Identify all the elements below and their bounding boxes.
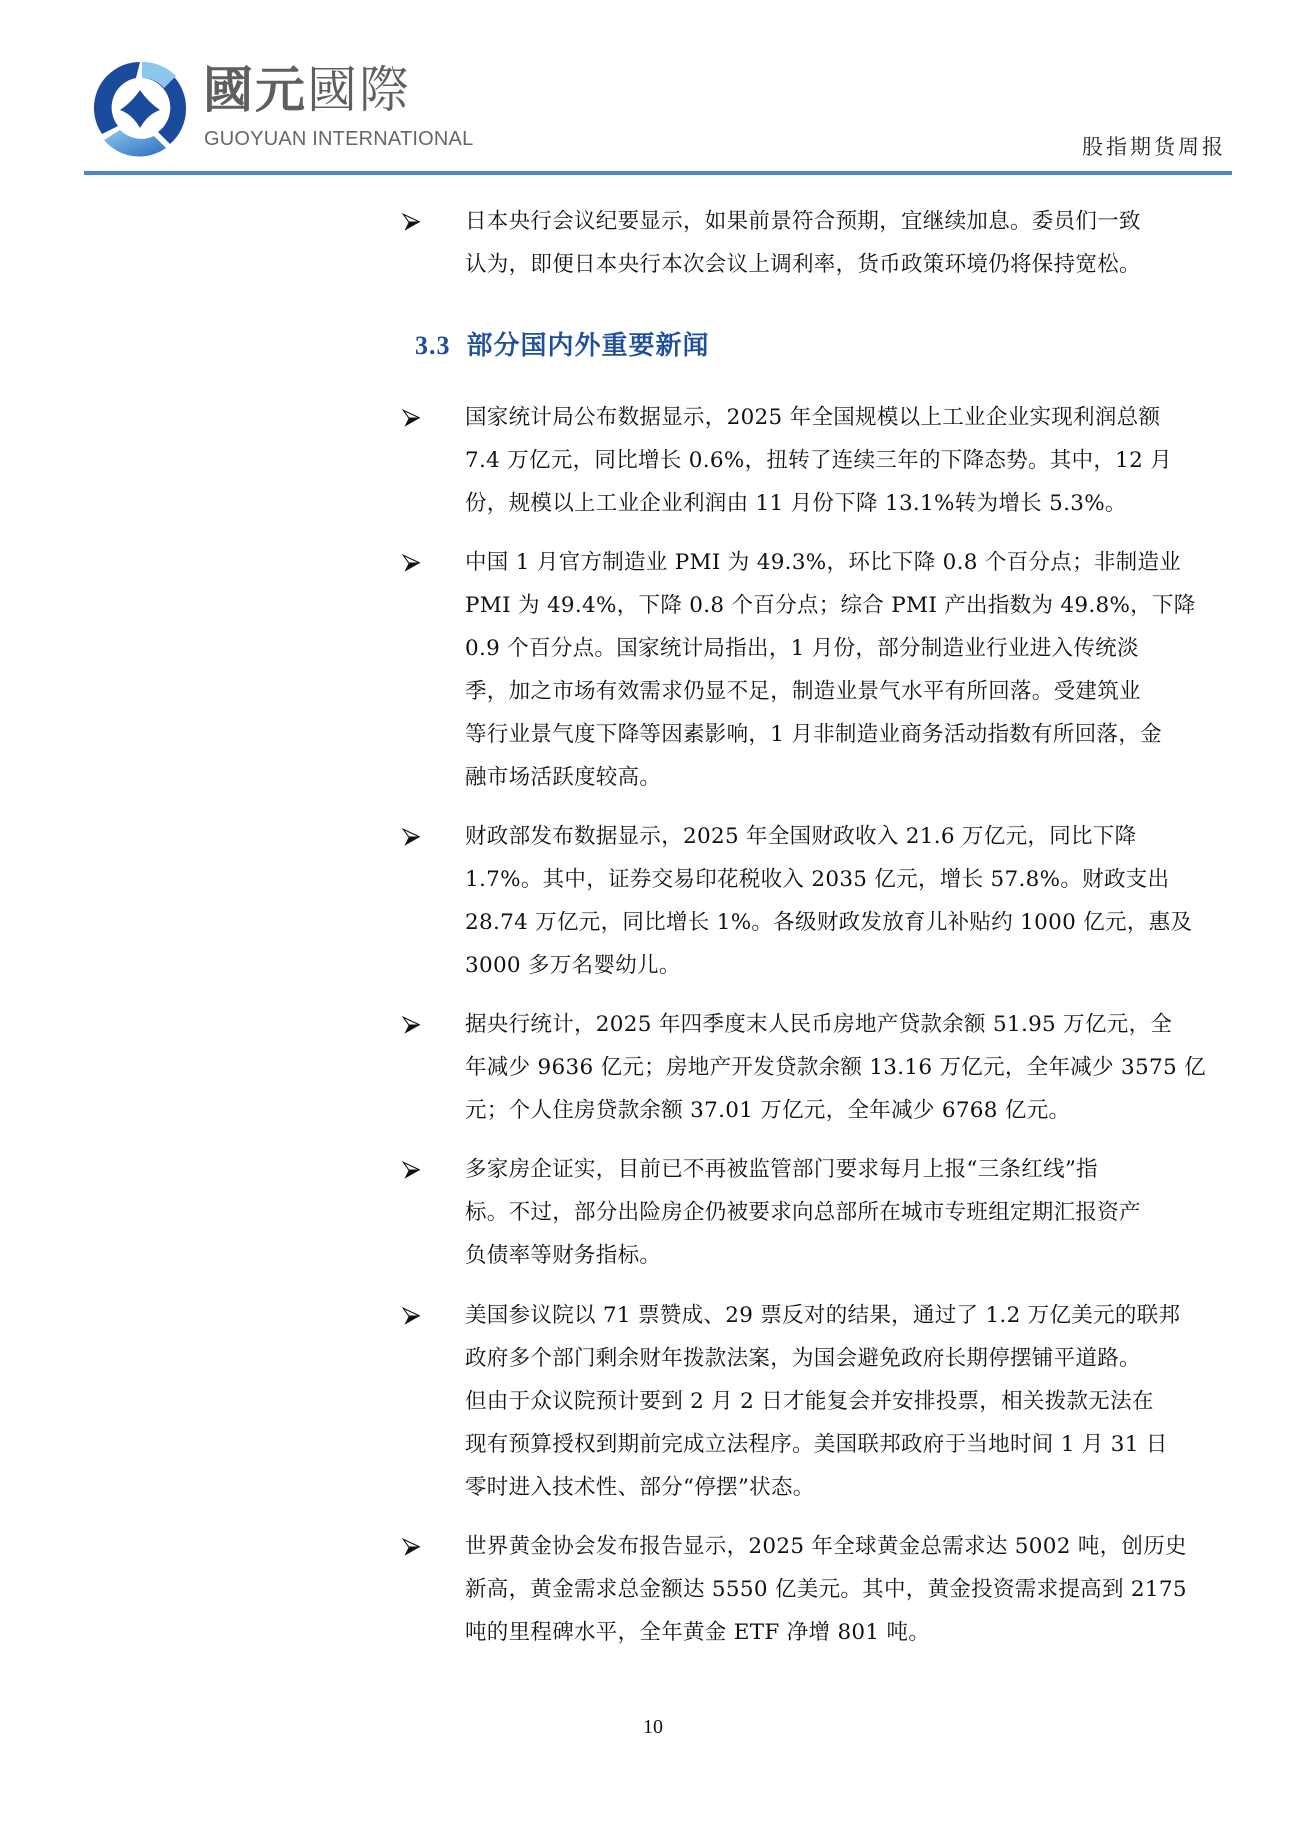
paragraph-lines xyxy=(465,815,1245,987)
paragraph-lines xyxy=(465,1525,1245,1654)
page-number: 10 xyxy=(643,1716,663,1738)
report-title: 股指期货周报 xyxy=(1082,135,1226,159)
logo-cn-bold: 國元 xyxy=(203,61,307,119)
text-line: 3000 多万名婴幼儿。 xyxy=(465,953,681,978)
text-line: 份，规模以上工业企业利润由 11 月份下降 13.1%转为增长 5.3%。 xyxy=(465,491,1127,516)
text-line: 多家房企证实，目前已不再被监管部门要求每月上报“三条红线”指 xyxy=(465,1157,1098,1182)
text-line: 但由于众议院预计要到 2 月 2 日才能复会并安排投票，相关拨款无法在 xyxy=(465,1389,1154,1414)
text-line: 现有预算授权到期前完成立法程序。美国联邦政府于当地时间 1 月 31 日 xyxy=(465,1432,1168,1457)
text-line: 日本央行会议纪要显示，如果前景符合预期，宜继续加息。委员们一致 xyxy=(465,209,1141,234)
arrowhead-bullet-icon xyxy=(400,211,422,233)
text-line: PMI 为 49.4%，下降 0.8 个百分点；综合 PMI 产出指数为 49.8%，下降 xyxy=(465,593,1196,618)
text-line: 据央行统计，2025 年四季度末人民币房地产贷款余额 51.95 万亿元，全 xyxy=(465,1012,1173,1037)
text-line: 世界黄金协会发布报告显示，2025 年全球黄金总需求达 5002 吨，创历史 xyxy=(465,1534,1187,1559)
logo-english-name: GUOYUAN INTERNATIONAL xyxy=(204,128,474,150)
logo-chinese-name xyxy=(203,60,411,120)
paragraph-lines xyxy=(465,541,1245,799)
text-line: 0.9 个百分点。国家统计局指出，1 月份，部分制造业行业进入传统淡 xyxy=(465,636,1139,661)
paragraph-lines xyxy=(465,396,1245,525)
paragraph-lines xyxy=(465,1003,1245,1132)
page-header xyxy=(0,0,1306,180)
paragraph-lines xyxy=(465,1294,1245,1509)
arrowhead-bullet-icon xyxy=(400,1159,422,1181)
guoyuan-logo-icon xyxy=(90,58,190,158)
paragraph-lines xyxy=(465,1148,1245,1277)
text-line: 年减少 9636 亿元；房地产开发贷款余额 13.16 万亿元，全年减少 3575 亿 xyxy=(465,1055,1206,1080)
text-line: 28.74 万亿元，同比增长 1%。各级财政发放育儿补贴约 1000 亿元，惠及 xyxy=(465,910,1193,935)
text-line: 财政部发布数据显示，2025 年全国财政收入 21.6 万亿元，同比下降 xyxy=(465,824,1137,849)
arrowhead-bullet-icon xyxy=(400,1536,422,1558)
text-line: 融市场活跃度较高。 xyxy=(465,765,662,790)
text-line: 吨的里程碑水平，全年黄金 ETF 净增 801 吨。 xyxy=(465,1620,931,1645)
arrowhead-bullet-icon xyxy=(400,407,422,429)
text-line: 新高，黄金需求总金额达 5550 亿美元。其中，黄金投资需求提高到 2175 xyxy=(465,1577,1187,1602)
arrowhead-bullet-icon xyxy=(400,1014,422,1036)
arrowhead-bullet-icon xyxy=(400,552,422,574)
text-line: 零时进入技术性、部分“停摆”状态。 xyxy=(465,1475,815,1500)
text-line: 1.7%。其中，证券交易印花税收入 2035 亿元，增长 57.8%。财政支出 xyxy=(465,867,1170,892)
logo-cn-light: 國際 xyxy=(307,61,411,119)
text-line: 中国 1 月官方制造业 PMI 为 49.3%，环比下降 0.8 个百分点；非制造业 xyxy=(465,550,1182,575)
text-line: 国家统计局公布数据显示，2025 年全国规模以上工业企业实现利润总额 xyxy=(465,405,1161,430)
text-line: 负债率等财务指标。 xyxy=(465,1243,662,1268)
section-number: 3.3 xyxy=(415,331,451,360)
text-line: 政府多个部门剩余财年拨款法案，为国会避免政府长期停摆铺平道路。 xyxy=(465,1346,1141,1371)
text-line: 季，加之市场有效需求仍显不足，制造业景气水平有所回落。受建筑业 xyxy=(465,679,1141,704)
text-line: 认为，即便日本央行本次会议上调利率，货币政策环境仍将保持宽松。 xyxy=(465,252,1141,277)
paragraph-lines xyxy=(465,200,1245,286)
text-line: 等行业景气度下降等因素影响，1 月非制造业商务活动指数有所回落，金 xyxy=(465,722,1162,747)
arrowhead-bullet-icon xyxy=(400,1305,422,1327)
header-divider xyxy=(84,171,1232,175)
text-line: 7.4 万亿元，同比增长 0.6%，扭转了连续三年的下降态势。其中，12 月 xyxy=(465,448,1173,473)
text-line: 美国参议院以 71 票赞成、29 票反对的结果，通过了 1.2 万亿美元的联邦 xyxy=(465,1303,1181,1328)
arrowhead-bullet-icon xyxy=(400,826,422,848)
section-heading xyxy=(415,325,710,362)
text-line: 标。不过，部分出险房企仍被要求向总部所在城市专班组定期汇报资产 xyxy=(465,1200,1141,1225)
text-line: 元；个人住房贷款余额 37.01 万亿元，全年减少 6768 亿元。 xyxy=(465,1098,1071,1123)
section-title: 部分国内外重要新闻 xyxy=(466,331,710,361)
